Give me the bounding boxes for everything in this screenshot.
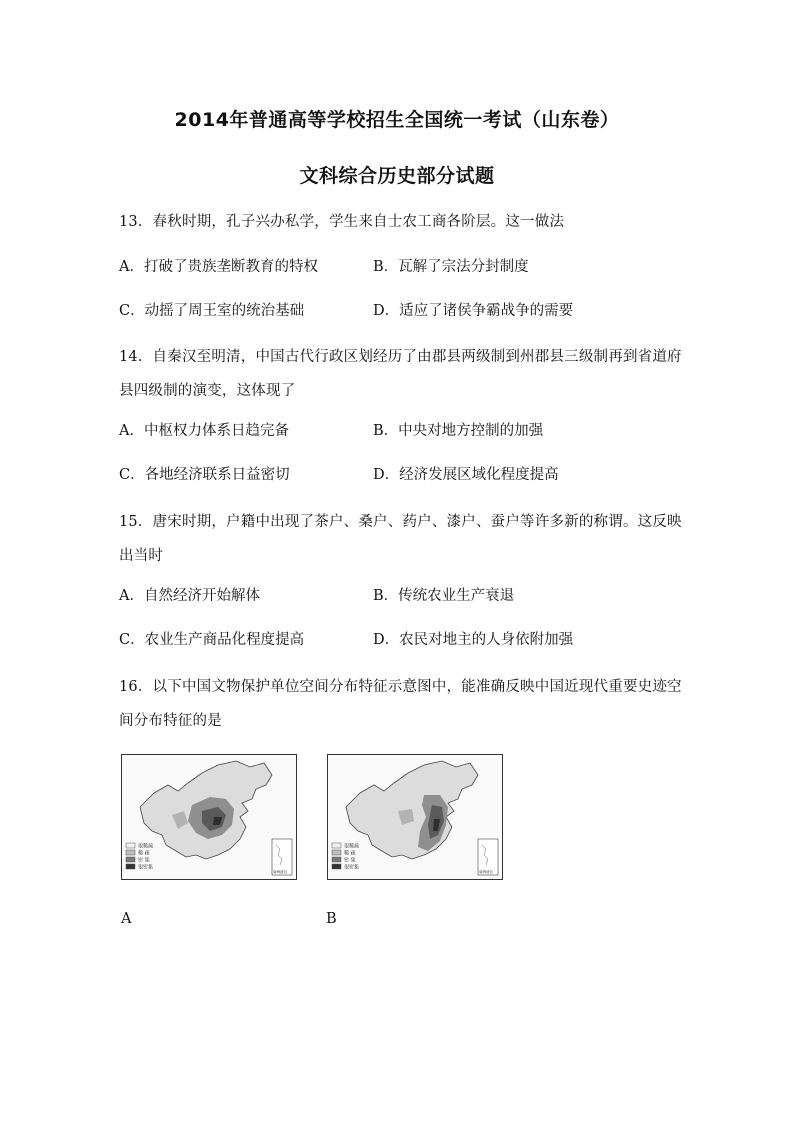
legend-item-1: 很稀疏 [138,843,154,850]
legend-item-2: 稀 疏 [138,850,150,857]
map-a-figure [121,754,297,880]
legend-item-3: 密 集 [344,857,356,864]
legend-item-4: 很密集 [138,864,154,871]
question-13-option-b: B．瓦解了宗法分封制度 [373,259,529,275]
inset-label: 南海诸岛 [479,870,493,874]
question-15-option-a: A．自然经济开始解体 [119,588,260,604]
map-a-label: A [121,911,132,927]
question-14-option-a: A．中枢权力体系日趋完备 [119,423,289,439]
china-map-b [328,755,501,878]
exam-subtitle: 文科综合历史部分试题 [299,165,495,187]
question-13-option-a: A．打破了贵族垄断教育的特权 [119,259,318,275]
legend-item-4: 很密集 [344,864,360,871]
question-14-option-c: C．各地经济联系日益密切 [119,467,290,483]
question-13-option-d: D．适应了诸侯争霸战争的需要 [373,303,574,319]
question-14-stem: 14．自秦汉至明清，中国古代行政区划经历了由郡县两级制到州郡县三级制再到省道府县四级制的演变，这体现了 [119,349,682,399]
china-map-a [122,755,295,878]
map-b-inset [478,839,498,875]
question-15-option-b: B．传统农业生产衰退 [373,588,515,604]
inset-label: 南海诸岛 [273,870,287,874]
map-b-legend [332,843,359,871]
map-b-label: B [326,911,337,927]
question-15-stem: 15．唐宋时期，户籍中出现了茶户、桑户、药户、漆户、蚕户等许多新的称谓。这反映出当时 [119,514,682,564]
question-13-option-c: C．动摇了周王室的统治基础 [119,303,305,319]
legend-item-1: 很稀疏 [344,843,360,850]
exam-title: 2014年普通高等学校招生全国统一考试（山东卷） [174,109,620,131]
question-14-option-b: B．中央对地方控制的加强 [373,423,544,439]
legend-item-2: 稀 疏 [344,850,356,857]
map-a-legend [126,843,153,871]
question-13-stem: 13．春秋时期，孔子兴办私学，学生来自士农工商各阶层。这一做法 [119,214,565,230]
question-16-stem: 16．以下中国文物保护单位空间分布特征示意图中，能准确反映中国近现代重要史迹空间分布特征的是 [119,679,682,729]
legend-item-3: 密 集 [138,857,150,864]
question-14-option-d: D．经济发展区域化程度提高 [373,467,559,483]
map-a-inset [272,839,292,875]
question-15-option-c: C．农业生产商品化程度提高 [119,632,305,648]
question-15-option-d: D．农民对地主的人身依附加强 [373,632,574,648]
map-b-figure [327,754,503,880]
